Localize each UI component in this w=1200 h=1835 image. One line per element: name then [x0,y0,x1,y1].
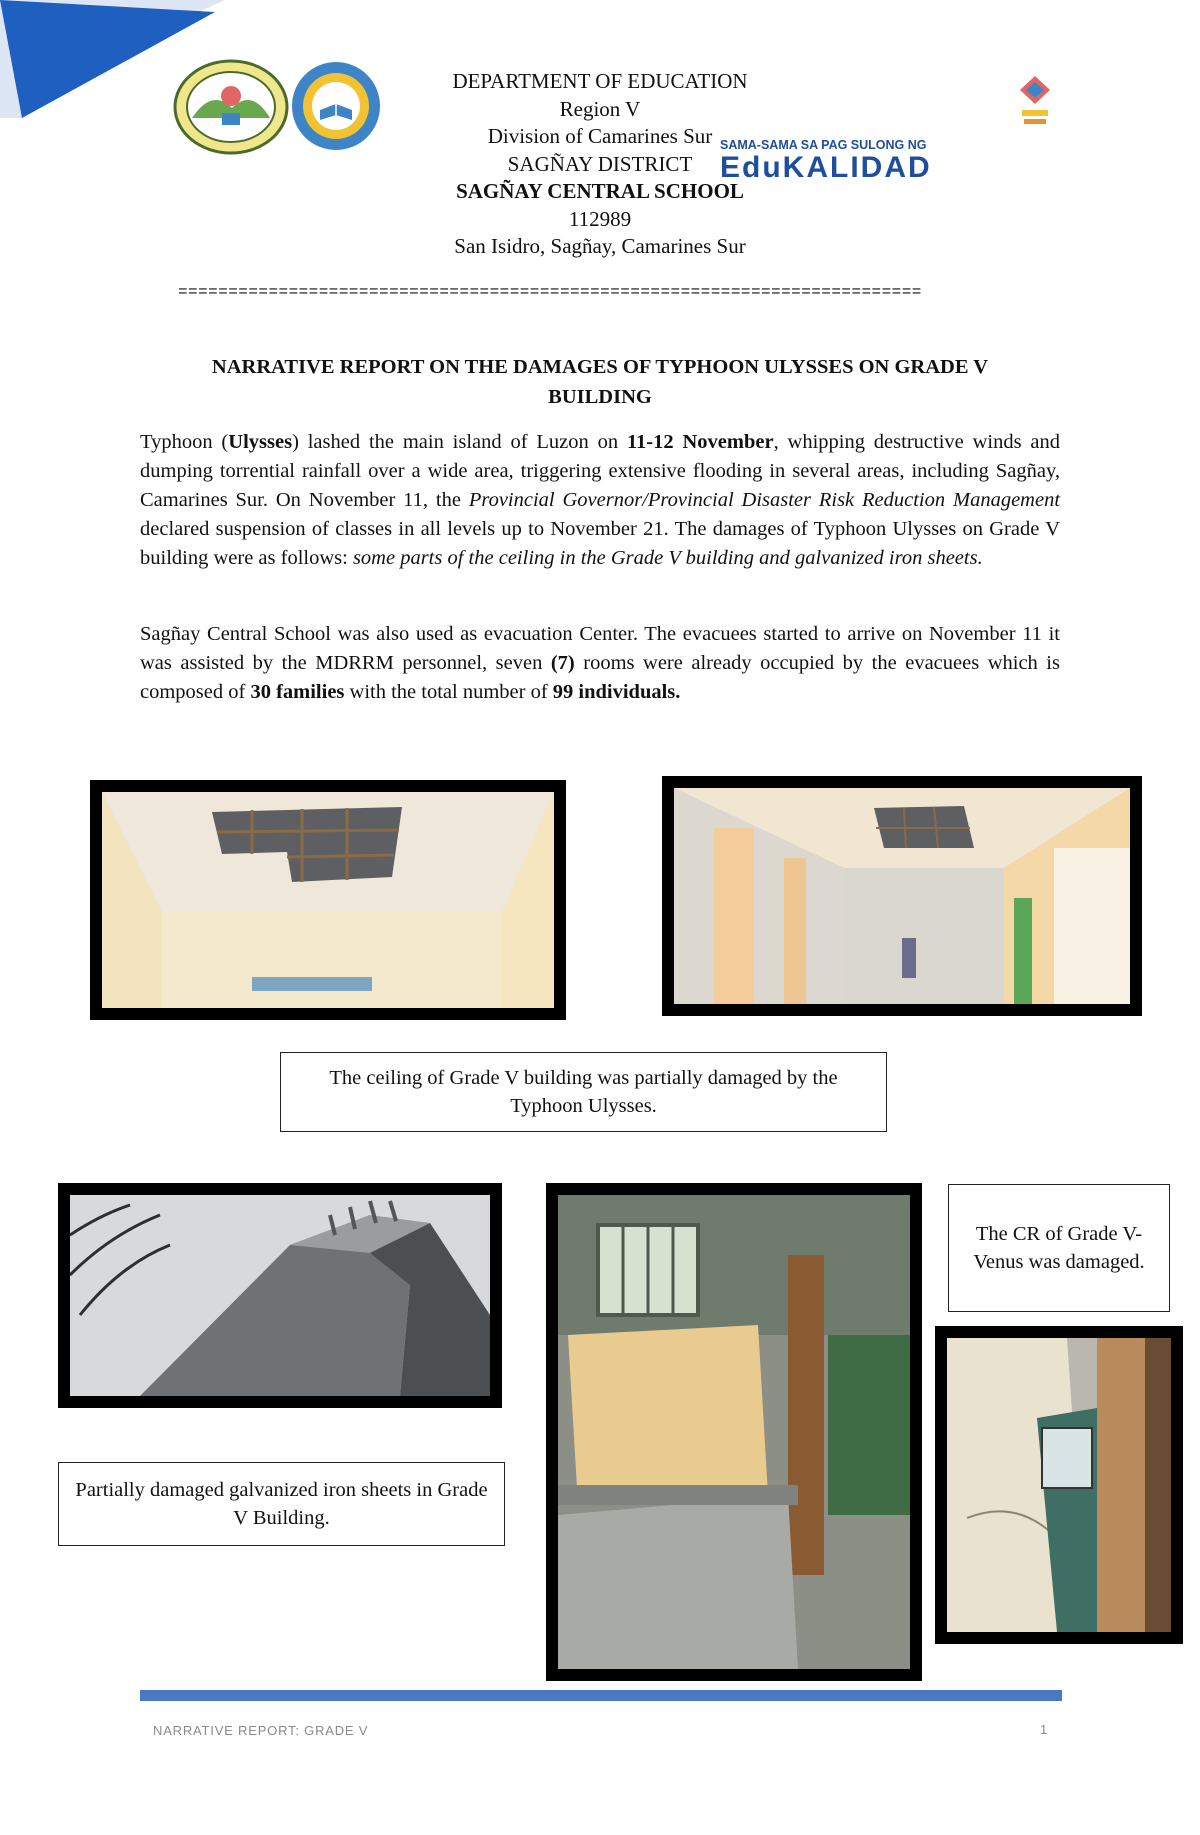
p2-text2: rooms were already occupied by the evacuees which is composed of [140,652,1060,703]
sagnay-central-school-logo [290,58,382,154]
photo-cr-closeup [935,1326,1183,1644]
report-title [140,352,1060,412]
caption-cr: The CR of Grade V-Venus was damaged. [948,1184,1170,1312]
school-name: SAGÑAY CENTRAL SCHOOL [456,179,744,203]
p2-bold-rooms: (7) [550,652,575,674]
p1-text3: , whipping destructive winds and dumping torrential rainfall over a wide area, triggering extensive flooding in several areas, including Sagñay, Camarines Sur. On November 11, the [140,431,1061,511]
photo-ceiling-interior [90,780,566,1020]
photo-iron-sheets [58,1183,502,1408]
division-seal-logo [172,58,290,156]
p1-bold-date: 11-12 November [626,431,774,453]
p2-text3: with the total number of [344,681,553,703]
p1-text1: Typhoon ( [140,431,229,453]
district: SAGÑAY DISTRICT [507,151,693,176]
report-title-line2: BUILDING [548,386,652,408]
p2-bold-families: 30 families [250,681,345,703]
report-title-line1: NARRATIVE REPORT ON THE DAMAGES OF TYPHOON ULYSSES ON GRADE V [211,356,989,378]
sulong-mascot-logo [1010,74,1060,132]
p1-text4: declared suspension of classes in all levels up to November 21. The damages of Typhoon Ulysses on Grade V building were as follows: [140,518,1060,569]
school-id: 112989 [568,206,632,231]
p1-bold-ulysses: Ulysses [228,431,293,453]
photo-corridor-ceiling [662,776,1142,1016]
department-name: DEPARTMENT OF EDUCATION [452,69,748,93]
photo-cr-damage [546,1183,922,1681]
header-divider: ========================================================================== [178,283,922,301]
caption-iron-sheets: Partially damaged galvanized iron sheets in Grade V Building. [58,1462,505,1546]
p1-text2: ) lashed the main island of Luzon on [292,431,627,453]
edukalidad-wordmark: EduKALIDAD [720,151,932,184]
footer-bar [140,1690,1062,1701]
letterhead [400,68,800,261]
school-address: San Isidro, Sagñay, Camarines Sur [454,234,746,258]
paragraph-typhoon [140,428,1060,573]
division: Division of Camarines Sur [487,124,713,148]
footer-label: NARRATIVE REPORT: GRADE V [153,1723,369,1738]
p1-italic-governor: Provincial Governor/Provincial Disaster Risk Reduction Management [468,489,1061,511]
edukalidad-tagline: SAMA-SAMA SA PAG SULONG NG [720,138,927,152]
p1-italic-damages: some parts of the ceiling in the Grade V building and galvanized iron sheets. [352,547,983,569]
caption-ceiling: The ceiling of Grade V building was partially damaged by the Typhoon Ulysses. [280,1052,887,1132]
p2-bold-individuals: 99 individuals. [552,681,681,703]
page-number: 1 [1040,1722,1048,1737]
p2-text1: Sagñay Central School was also used as evacuation Center. The evacuees started to arrive on November 11 it was assisted by the MDRRM personnel, seven [140,623,1060,674]
paragraph-evacuation [140,620,1060,707]
region: Region V [559,96,641,121]
